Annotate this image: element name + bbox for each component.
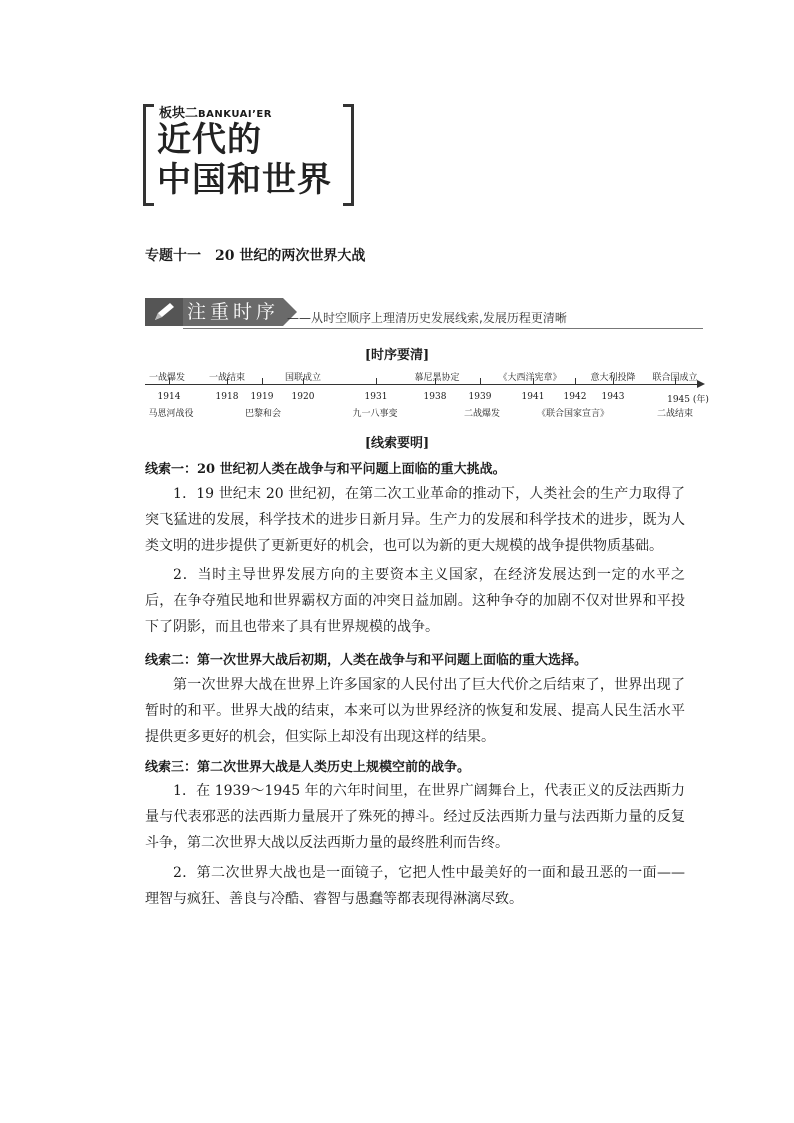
timeline-tick bbox=[376, 378, 377, 385]
left-bracket bbox=[143, 104, 154, 206]
timeline-event: 巴黎和会 bbox=[244, 409, 282, 419]
paragraph: 1．19 世纪末 20 世纪初，在第二次工业革命的推动下，人类社会的生产力取得了突飞猛进的发展，科学技术的进步日新月异。生产力的发展和科学技术的进步，既为人类文明的进步提供了更新更好的机会，也可以为新的更大规模的战争提供物质基础。 bbox=[145, 486, 685, 554]
timeline-event: 二战爆发 bbox=[463, 409, 501, 419]
thread-2-heading: 线索二：第一次世界大战后初期，人类在战争与和平问题上面临的重大选择。 bbox=[145, 653, 588, 668]
timeline-year: 1939 bbox=[468, 392, 492, 402]
timeline-heading: [时序要清] bbox=[364, 348, 430, 363]
divider bbox=[183, 328, 703, 329]
paragraph: 第一次世界大战在世界上许多国家的人民付出了巨大代价之后结束了，世界出现了暂时的和平。世界大战的结束，本来可以为世界经济的恢复和发展、提高人民生活水平提供更多更好的机会，但实际上却没有出现这样的结果。 bbox=[145, 677, 685, 745]
timeline-tick bbox=[575, 378, 576, 385]
banner-label-en: BANKUAI’ER bbox=[198, 109, 272, 120]
banner-title-line1: 近代的 bbox=[157, 120, 262, 160]
section-banner bbox=[143, 104, 353, 204]
timeline-arrow-icon bbox=[697, 380, 705, 388]
topic-title: 专题十一 20 世纪的两次世界大战 bbox=[145, 248, 366, 264]
timeline-year: 1919 bbox=[250, 392, 274, 402]
order-subtitle: ——从时空顺序上理清历史发展线索,发展历程更清晰 bbox=[287, 311, 567, 325]
timeline-event: 慕尼黑协定 bbox=[414, 373, 460, 383]
timeline-event: 联合国成立 bbox=[652, 373, 698, 383]
timeline-year: 1920 bbox=[291, 392, 315, 402]
right-bracket bbox=[343, 104, 354, 206]
timeline-year: 1942 bbox=[563, 392, 587, 402]
order-title: 注重时序 bbox=[183, 298, 283, 326]
paragraph: 2．第二次世界大战也是一面镜子，它把人性中最美好的一面和最丑恶的一面——理智与疯狂、善良与冷酷、睿智与愚蠢等都表现得淋漓尽致。 bbox=[145, 865, 685, 907]
timeline-event: 马恩河战役 bbox=[148, 409, 194, 419]
thread-1-heading: 线索一：20 世纪初人类在战争与和平问题上面临的重大挑战。 bbox=[145, 462, 506, 477]
timeline-axis bbox=[145, 384, 701, 385]
banner-label bbox=[159, 102, 272, 121]
timeline-event: 《联合国家宣言》 bbox=[536, 409, 610, 419]
banner-title-line2: 中国和世界 bbox=[157, 160, 332, 200]
clues-heading: [线索要明] bbox=[364, 436, 430, 451]
timeline-event: 国联成立 bbox=[284, 373, 322, 383]
order-header-bar bbox=[145, 296, 705, 330]
timeline-event: 意大利投降 bbox=[590, 373, 636, 383]
pen-icon-box bbox=[145, 298, 183, 326]
timeline-year: 1938 bbox=[423, 392, 447, 402]
timeline-tick bbox=[262, 378, 263, 385]
timeline-year: 1943 bbox=[601, 392, 625, 402]
timeline-year: 1918 bbox=[215, 392, 239, 402]
timeline-year: 1914 bbox=[157, 392, 181, 402]
banner-label-cn: 板块二 bbox=[159, 106, 199, 121]
timeline-event: 二战结束 bbox=[656, 409, 694, 419]
timeline-event: 《大西洋宪章》 bbox=[498, 373, 562, 383]
timeline-event: 一战爆发 bbox=[148, 373, 186, 383]
timeline-event: 一战结束 bbox=[208, 373, 246, 383]
timeline-event: 九一八事变 bbox=[352, 409, 398, 419]
paragraph: 2．当时主导世界发展方向的主要资本主义国家，在经济发展达到一定的水平之后，在争夺殖民地和世界霸权方面的冲突日益加剧。这种争夺的加剧不仅对世界和平投下了阴影，而且也带来了具有世界规模的战争。 bbox=[145, 567, 685, 635]
timeline-tick bbox=[480, 378, 481, 385]
timeline-year: 1941 bbox=[521, 392, 545, 402]
timeline-year: 1931 bbox=[364, 392, 388, 402]
pen-icon bbox=[151, 301, 177, 323]
timeline-year: 1945 (年) bbox=[667, 395, 709, 405]
paragraph: 1．在 1939～1945 年的六年时间里，在世界广阔舞台上，代表正义的反法西斯力量与代表邪恶的法西斯力量展开了殊死的搏斗。经过反法西斯力量与法西斯力量的反复斗争，第二次世界大战以反法西斯力量的最终胜利而告终。 bbox=[145, 783, 685, 851]
thread-3-heading: 线索三：第二次世界大战是人类历史上规模空前的战争。 bbox=[145, 760, 471, 775]
timeline bbox=[145, 364, 709, 422]
